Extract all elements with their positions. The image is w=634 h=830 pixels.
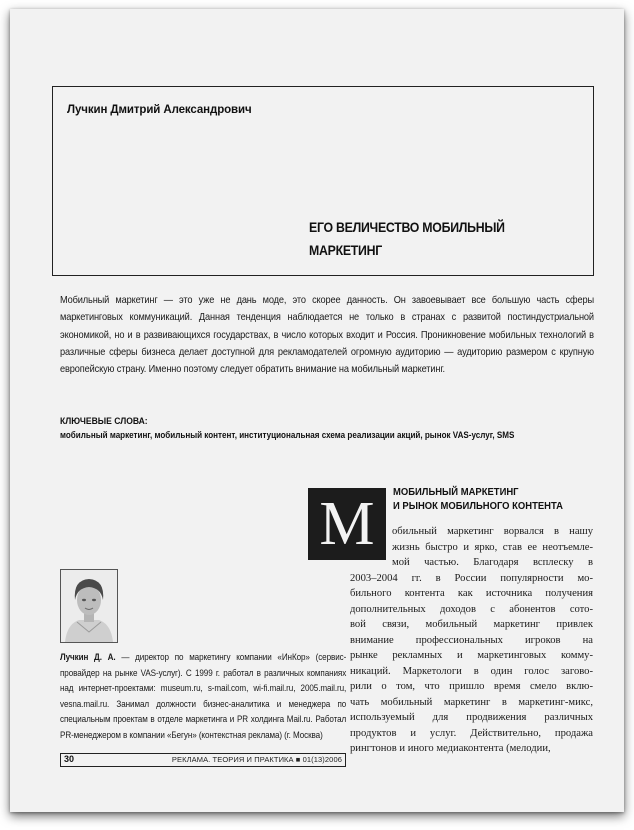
- bio-text: — директор по маркетингу компании «ИнКор» (сервис-провайдер на рынке VAS-услуг). С 1999 г. работал в различных компаниях над интернет-проектами: museum.ru, s-mail.com, wi-fi.mail.ru, 2005.mail.ru, vesna.mail.ru. Занимал должности бизнес-аналитика и менеджера по специальным проектам в отделе маркетинга и PR холдинга Mail.ru. Работал PR-менеджером в компании «Бегун» (контекстная реклама) (г. Москва): [60, 652, 347, 740]
- article-title-line: МАРКЕТИНГ: [309, 242, 383, 258]
- body-text-line: 2003–2004 гг. в России популярности мо-: [350, 572, 593, 584]
- body-text-line: мой частью. Благодаря всплеску в: [392, 557, 593, 568]
- section-heading: [393, 485, 600, 513]
- body-text-line: продуктов и услуг. Действительно, продажа: [350, 727, 593, 739]
- body-text-line: никаций. Маркетологи в один голос загово-: [350, 665, 593, 677]
- journal-info: РЕКЛАМА. ТЕОРИЯ И ПРАКТИКА ■ 01(13)2006: [171, 755, 342, 764]
- body-text-line: вой связи, мобильный маркетинг привлек: [350, 619, 593, 630]
- body-text-line: внимание профессиональных игроков на: [350, 634, 593, 646]
- body-text-line: дополнительных доходов с абонентов сото-: [350, 603, 593, 615]
- author-name: Лучкин Дмитрий Александрович: [67, 104, 252, 116]
- bio-author-name: Лучкин Д. А.: [60, 652, 116, 662]
- keywords-heading: КЛЮЧЕВЫЕ СЛОВА:: [60, 416, 148, 427]
- journal-page: [10, 9, 624, 812]
- body-text-line: обильный маркетинг ворвался в нашу: [392, 526, 593, 537]
- section-heading-line: И РЫНОК МОБИЛЬНОГО КОНТЕНТА: [393, 500, 564, 512]
- author-photo: [60, 569, 118, 643]
- article-title: [309, 216, 538, 262]
- page-number: 30: [64, 754, 75, 764]
- body-text-line: бильного контента как источника получения: [350, 588, 593, 599]
- section-heading-line: МОБИЛЬНЫЙ МАРКЕТИНГ: [393, 486, 519, 498]
- author-portrait-image: [61, 570, 117, 642]
- body-text-line: рингтонов и иного медиаконтента (мелодии,: [350, 743, 551, 754]
- drop-cap: М: [308, 488, 386, 560]
- page-content: [10, 9, 624, 812]
- article-title-line: ЕГО ВЕЛИЧЕСТВО МОБИЛЬНЫЙ: [309, 219, 505, 235]
- body-text-line: используемый для продвижения различных: [350, 712, 593, 723]
- body-text-line: рынке рекламных и маркетинговых комму-: [350, 650, 593, 661]
- body-text-line: чать мобильный маркетинг в маркетинг-микс,: [350, 696, 593, 708]
- body-text-line: рили о том, что пришло время смело вклю-: [350, 681, 593, 692]
- abstract: Мобильный маркетинг — это уже не дань моде, это скорее данность. Он завоевывает все большую часть сферы маркетинговых коммуникаций. Данная тенденция наблюдается не только в странах с развитой постиндустриальной экономикой, но и в развивающихся государствах, в число которых входит и Россия. Проникновение мобильных технологий в различные сферы бизнеса делает доступной для рекламодателей огромную аудиторию — аудиторию размером с крупную европейскую страну. Именно поэтому следует обратить внимание на мобильный маркетинг.: [60, 295, 594, 376]
- body-text-line: жизнь быстро и ярко, став ее неотъемле-: [392, 541, 593, 553]
- keywords-list: мобильный маркетинг, мобильный контент, институциональная схема реализации акций, рынок VAS-услуг, SMS: [60, 430, 515, 441]
- author-bio: [60, 650, 346, 744]
